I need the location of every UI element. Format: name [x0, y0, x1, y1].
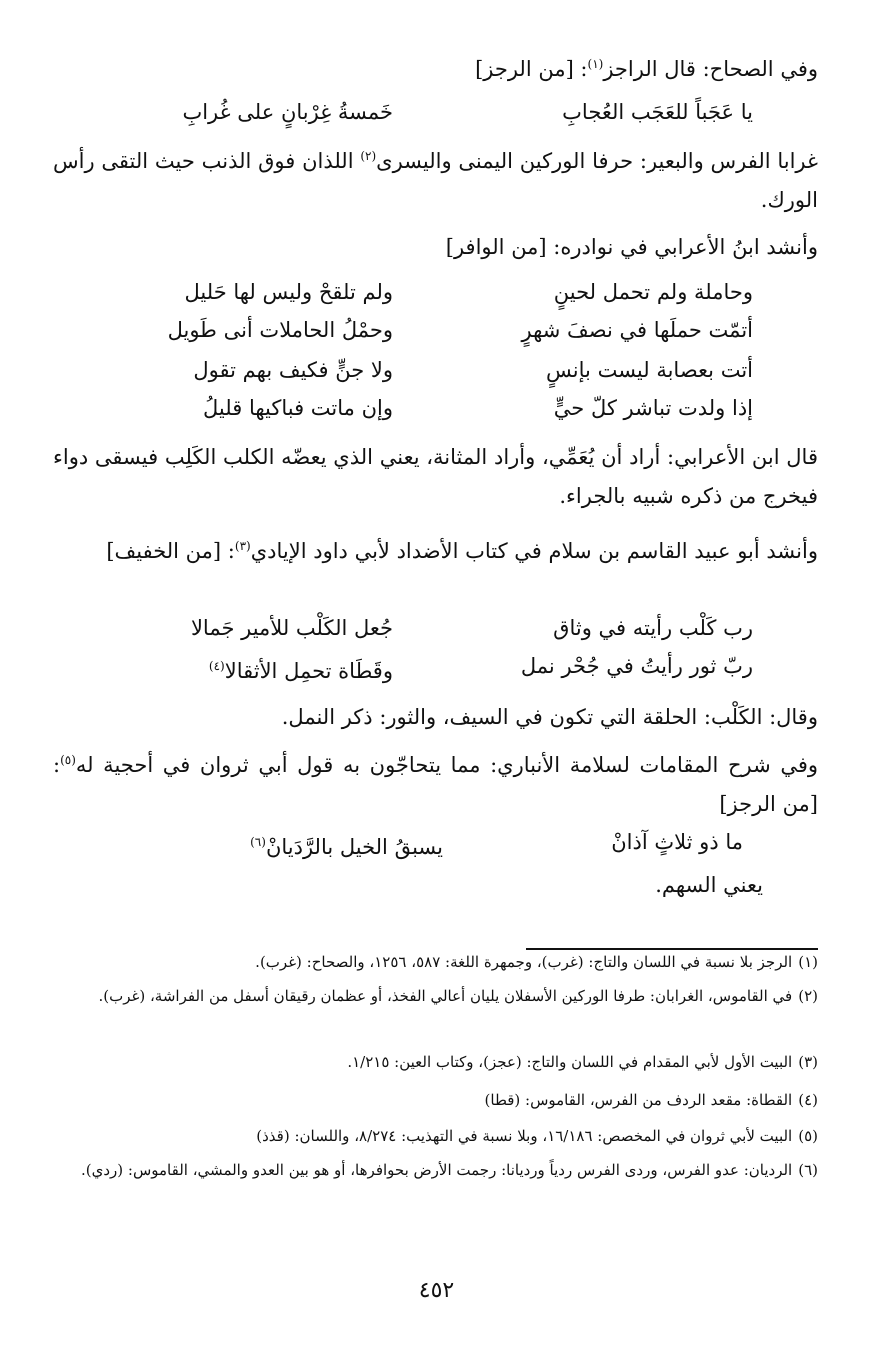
- hemistich-right: وحاملة ولم تحمل لحينٍ: [553, 280, 753, 304]
- hemistich-right: ما ذو ثلاثٍ آذانْ: [611, 830, 743, 854]
- footnote-1: (١)الرجز بلا نسبة في اللسان والتاج: (غرب)، وجمهرة اللغة: ٥٨٧، ١٢٥٦، والصحاح: (غرب).: [255, 953, 818, 971]
- paragraph-ghuraba: غرابا الفرس والبعير: حرفا الوركين اليمنى واليسرى$^{(٢)}$ اللذان فوق الذنب حيث التقى رأس الورك.: [53, 149, 818, 212]
- footnote-6: (٦)الرديان: عدو الفرس، وردى الفرس ردياً ورديانا: رجمت الأرض بحوافرها، أو هو بين العدو والمشي، القاموس: (ردي).: [81, 1161, 818, 1179]
- paragraph-sihah: وفي الصحاح: قال الراجز$^{(١)}$: [من الرجز]: [475, 57, 818, 81]
- verse-line-7: [113, 646, 813, 686]
- footnote-4: (٤)القطاة: مقعد الردف من الفرس، القاموس: (قطا): [484, 1091, 818, 1109]
- verse-line-1: [113, 92, 813, 132]
- hemistich-right: أتمّت حملَها في نصفَ شهرٍ: [521, 318, 753, 342]
- footnote-ref-5[interactable]: (٥): [60, 753, 76, 767]
- hemistich-left: وإن ماتت فباكيها قليلُ: [203, 396, 393, 420]
- paragraph-meaning: يعني السهم.: [655, 873, 763, 897]
- verse-line-5: [113, 388, 813, 428]
- hemistich-right: ربّ ثور رأيتُ في جُحْر نمل: [520, 654, 753, 678]
- footnote-ref-3[interactable]: (٣): [234, 539, 251, 553]
- hemistich-left: ولا جنٍّ فكيف بهم تقول: [193, 358, 393, 382]
- verse-line-2: [113, 272, 813, 312]
- verse-line-8: [113, 822, 813, 862]
- paragraph-ibn-arabi-comment: قال ابن الأعرابي: أراد أن يُعَمِّي، وأراد المثانة، يعني الذي يعضّه الكلب الكَلِب فيسقى دواء فيخرج من ذكره شبيه بالجراء.: [53, 445, 818, 508]
- hemistich-left: خَمسةُ غِرْبانٍ على غُرابِ: [182, 100, 393, 124]
- verse-line-3: [113, 310, 813, 350]
- hemistich-left: وقَطَاة تحمِل الأثقالا$^{(٤)}$: [208, 659, 393, 683]
- paragraph-abu-ubayd: وأنشد أبو عبيد القاسم بن سلام في كتاب الأضداد لأبي داود الإيادي$^{(٣)}$: [من الخفيف]: [106, 539, 818, 563]
- footnote-3: (٣)البيت الأول لأبي المقدام في اللسان والتاج: (عجز)، وكتاب العين: ١/٢١٥.: [347, 1053, 818, 1071]
- footnote-ref-4[interactable]: (٤): [208, 659, 225, 673]
- footnote-ref-2[interactable]: (٢): [360, 149, 377, 163]
- verse-line-4: [113, 350, 813, 390]
- page-number: ٤٥٢: [418, 1278, 455, 1303]
- paragraph-kalb-definition: وقال: الكَلْب: الحلقة التي تكون في السيف، والثور: ذكر النمل.: [281, 705, 818, 729]
- paragraph-ibn-arabi-nawadir: وأنشد ابنُ الأعرابي في نوادره: [من الوافر]: [445, 235, 818, 259]
- footnote-2: (٢)في القاموس، الغرابان: طرفا الوركين الأسفلان يليان أعالي الفخذ، أو عظمان رقيقان أسفل من الفراشة، (غرب).: [98, 987, 818, 1005]
- footnote-ref-1[interactable]: (١): [587, 57, 604, 71]
- hemistich-right: رب كَلْب رأيته في وثاق: [553, 616, 753, 640]
- footnote-5: (٥)البيت لأبي ثروان في المخصص: ١٦/١٨٦، وبلا نسبة في التهذيب: ٨/٢٧٤، واللسان: (قذذ): [256, 1127, 818, 1145]
- hemistich-left: يسبقُ الخيل بالرَّدَيانْ$^{(٦)}$: [250, 835, 443, 859]
- hemistich-left: وحمْلُ الحاملات أنى طَويل: [167, 318, 393, 342]
- verse-line-6: [113, 608, 813, 648]
- hemistich-right: أتت بعصابة ليست بإنسٍ: [546, 358, 753, 382]
- hemistich-right: يا عَجَباً للعَجَب العُجابِ: [562, 100, 753, 124]
- hemistich-left: ولم تلقحْ وليس لها حَليل: [184, 280, 393, 304]
- footnote-ref-6[interactable]: (٦): [250, 835, 266, 849]
- paragraph-maqamat: وفي شرح المقامات لسلامة الأنباري: مما يتحاجّون به قول أبي ثروان في أحجية له$^{(٥)}$: [من الرجز]: [53, 753, 818, 816]
- hemistich-left: جُعل الكَلْب للأمير جَمالا: [190, 616, 393, 640]
- hemistich-right: إذا ولدت تباشر كلّ حيٍّ: [553, 396, 753, 420]
